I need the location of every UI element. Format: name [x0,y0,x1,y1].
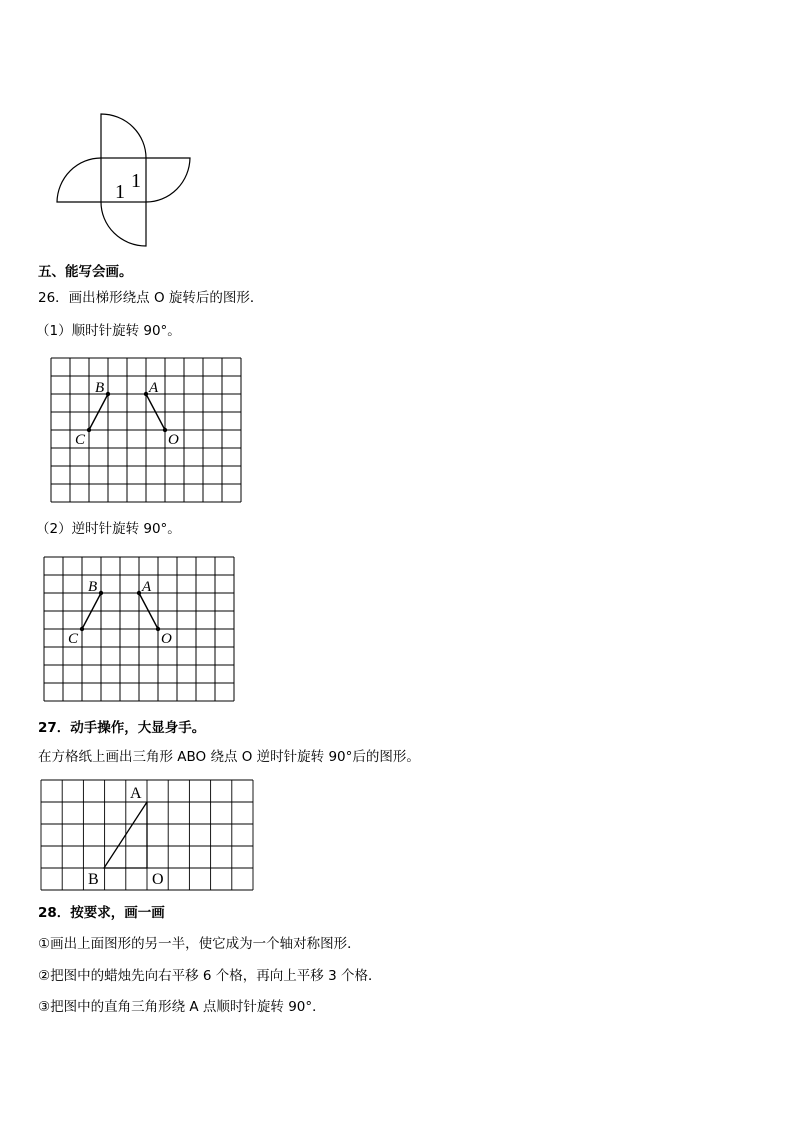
point-o-1 [163,428,167,432]
label-o-3: O [152,871,164,888]
q28-item2: ②把图中的蜡烛先向右平移 6 个格，再向上平移 3 个格． [38,968,382,984]
section-5-title: 五、能写会画。 [38,264,133,280]
windmill-label-left: 1 [115,181,125,203]
point-c-2 [80,627,84,631]
q26-part2: （2）逆时针旋转 90°。 [36,521,181,537]
bottom-petal [101,202,146,246]
q28-item1: ①画出上面图形的另一半，使它成为一个轴对称图形． [38,936,361,952]
q27-instruction: 在方格纸上画出三角形 ABO 绕点 O 逆时针旋转 90°后的图形。 [38,749,420,765]
windmill-figure [0,0,794,260]
label-o-1: O [168,432,179,448]
left-petal [57,158,101,202]
top-petal [101,114,146,158]
point-o-2 [156,627,160,631]
q28-item3: ③把图中的直角三角形绕 A 点顺时针旋转 90°． [38,999,326,1015]
windmill-label-right: 1 [131,170,141,192]
point-c-1 [87,428,91,432]
label-b-3: B [88,871,99,888]
label-c-2: C [68,631,79,647]
label-a-2: A [142,579,152,595]
label-b-2: B [88,579,98,595]
q26-grid-1 [51,358,243,502]
q26-part1: （1）顺时针旋转 90°。 [36,323,181,339]
q27-grid [41,780,253,890]
point-b-2 [99,591,103,595]
point-a-1 [144,392,148,396]
point-b-1 [106,392,110,396]
q26-title: 26．画出梯形绕点 O 旋转后的图形． [38,290,264,306]
label-a-1: A [149,380,159,396]
q26-grid-2 [44,557,236,701]
label-b-1: B [95,380,105,396]
q28-title: 28．按要求，画一画 [38,905,165,921]
label-o-2: O [161,631,172,647]
right-petal [146,158,190,202]
point-a-2 [137,591,141,595]
label-c-1: C [75,432,86,448]
label-a-3: A [130,785,142,802]
q27-title: 27．动手操作，大显身手。 [38,720,206,736]
